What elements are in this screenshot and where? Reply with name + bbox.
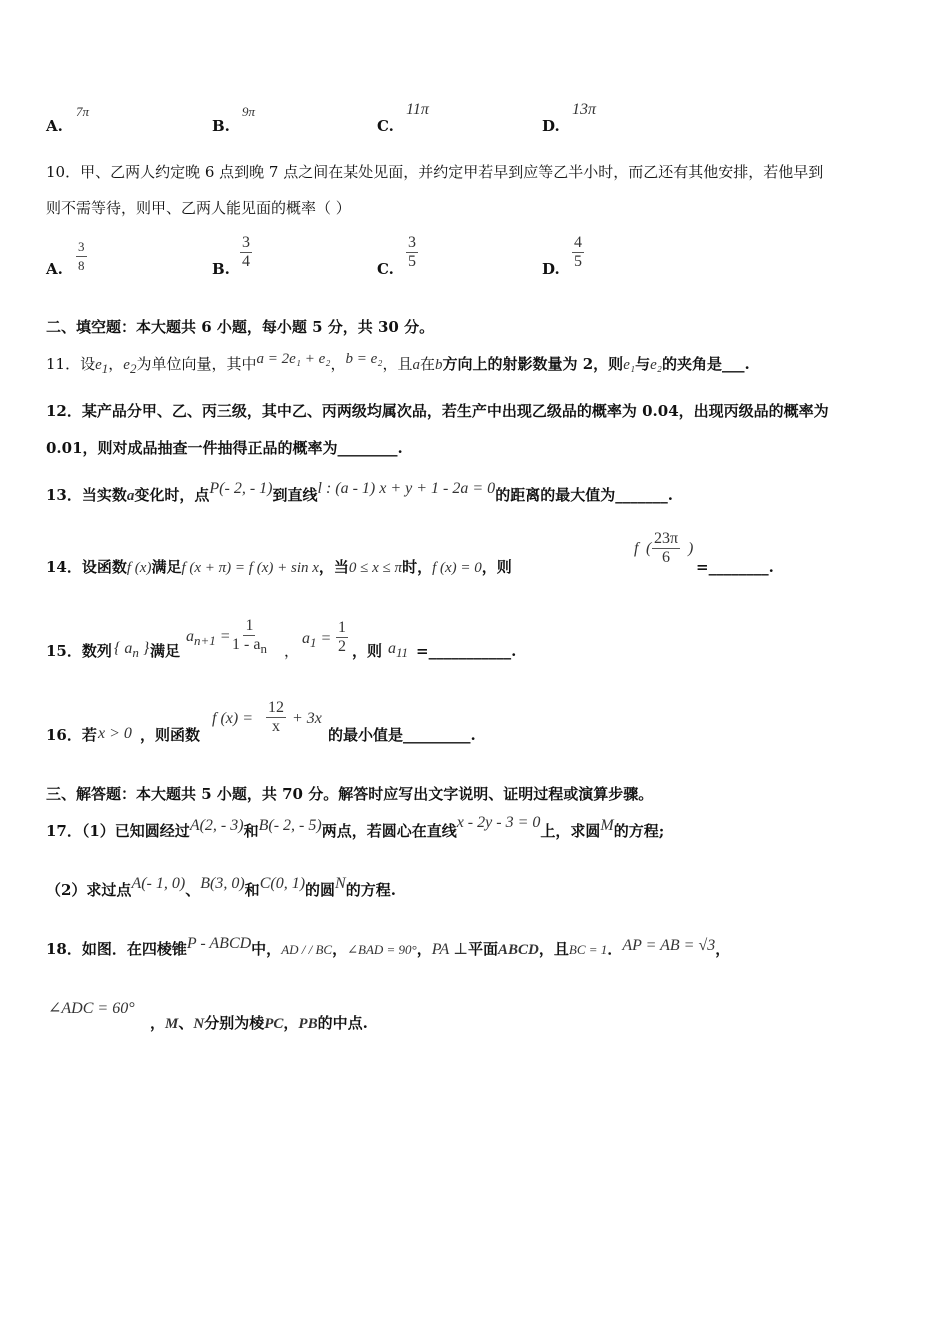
section2-title: 二、填空题：本大题共 6 小题，每小题 5 分，共 30 分。 bbox=[46, 318, 435, 336]
q14-fraction bbox=[652, 530, 680, 567]
q15-satisfy: 满足 bbox=[150, 642, 181, 660]
q15-lhs: $a_{n+1}$ = bbox=[186, 628, 231, 649]
q18-pb: PB bbox=[298, 1016, 318, 1032]
q17-point-b2: B(3, 0) bbox=[200, 875, 245, 892]
q10-a-numerator: 3 bbox=[76, 238, 87, 257]
q15-then: ，则 bbox=[352, 642, 383, 660]
q17-part1: 17．（1）已知圆经过A(2, - 3)和B(- 2, - 5)两点，若圆心在直线x - 2y - 3 = 0上，求圆M的方程; bbox=[46, 814, 665, 840]
q14-f: f bbox=[634, 540, 639, 557]
q18-bc: BC = 1 bbox=[568, 942, 608, 957]
q15-a1: $a_1$ = bbox=[302, 630, 332, 651]
q10-option-a-fraction bbox=[76, 238, 87, 275]
q11-line: 11．设$e_1$，$e_2$为单位向量，其中a = 2e₁ + e₂，b = e₂，且a在b方向上的射影数量为 2，则e₁与e₂的夹角是___. bbox=[46, 351, 750, 376]
q11-formula-b: b = e₂ bbox=[345, 351, 383, 367]
q16-prefix: 16．若 bbox=[46, 726, 97, 744]
q10-option-d-label: D. bbox=[542, 260, 560, 278]
q16-answer-blank: 的最小值是_________. bbox=[328, 726, 476, 744]
q16-fraction bbox=[266, 699, 286, 736]
q10-b-numerator: 3 bbox=[242, 234, 250, 251]
q16-func-text: ，则函数 bbox=[140, 726, 201, 744]
q14-fx-zero: f (x) = 0 bbox=[432, 560, 482, 576]
q10-option-d-fraction bbox=[572, 234, 584, 271]
q16-denominator: x bbox=[272, 718, 280, 735]
q17-part2: （2）求过点A(- 1, 0)、B(3, 0)和C(0, 1)的圆N的方程. bbox=[46, 875, 396, 899]
q17-point-c: C(0, 1) bbox=[259, 875, 306, 892]
section3-title: 三、解答题：本大题共 5 小题，共 70 分。解答时应写出文字说明、证明过程或演算步骤。 bbox=[46, 785, 654, 803]
q18-angle-bad: ∠BAD = 90° bbox=[347, 942, 417, 957]
q18-ap-ab: AP = AB = √3 bbox=[622, 937, 716, 954]
q11-vec-a: a bbox=[412, 357, 420, 373]
q10-option-b-fraction bbox=[240, 234, 252, 271]
q15-numerator: 1 bbox=[245, 617, 254, 634]
q17-circle-n: N bbox=[335, 875, 346, 892]
q13-line: 13．当实数a变化时，点P(- 2, - 1)到直线l : (a - 1) x + y + 1 - 2a = 0的距离的最大值为_______. bbox=[46, 480, 673, 504]
q15-comma: ， bbox=[284, 642, 300, 660]
q16-numerator: 12 bbox=[268, 699, 284, 716]
q14-equation: f (x + π) = f (x) + sin x bbox=[181, 560, 319, 576]
q11-e1-ref: e₁ bbox=[623, 357, 636, 373]
q14-paren-open: ( bbox=[646, 540, 652, 557]
q14-answer-blank: =________. bbox=[696, 558, 774, 576]
q17-circle-m: M bbox=[600, 817, 614, 834]
q10-text-line1: 10．甲、乙两人约定晚 6 点到晚 7 点之间在某处见面，并约定甲若早到应等乙半小时，而乙还有其他安排，若他早到 bbox=[46, 163, 824, 181]
q17-line: x - 2y - 3 = 0 bbox=[456, 814, 541, 831]
q13-line-l: l : (a - 1) x + y + 1 - 2a = 0 bbox=[317, 480, 496, 497]
q10-b-denominator: 4 bbox=[242, 253, 250, 270]
q15-prefix: 15．数列 bbox=[46, 642, 112, 660]
q18-pc: PC bbox=[264, 1016, 284, 1032]
q9-option-d-value: 13π bbox=[572, 101, 597, 118]
q14-range: 0 ≤ x ≤ π bbox=[348, 560, 403, 576]
q9-option-b-value: 9π bbox=[242, 104, 256, 119]
q9-option-a-label: A. bbox=[46, 117, 63, 135]
q11-vec-b: b bbox=[435, 357, 443, 373]
q18-m: M bbox=[165, 1016, 179, 1032]
q14-line: 14．设函数f (x)满足f (x + π) = f (x) + sin x，当0 ≤ x ≤ π时，f (x) = 0，则 bbox=[46, 558, 512, 576]
q10-d-denominator: 5 bbox=[574, 253, 582, 270]
q11-formula-a: a = 2e₁ + e₂ bbox=[256, 351, 331, 367]
q10-option-a-label: A. bbox=[46, 260, 63, 278]
q9-option-d-label: D. bbox=[542, 117, 560, 135]
q18-angle-adc: ∠ADC = 60° bbox=[48, 1000, 135, 1017]
q12-text-line1: 12．某产品分甲、乙、丙三级，其中乙、丙两级均属次品，若生产中出现乙级品的概率为 0.04，出现丙级品的概率为 bbox=[46, 402, 829, 420]
q14-denominator: 6 bbox=[662, 549, 671, 566]
q17-point-a2: A(- 1, 0) bbox=[131, 875, 186, 892]
q10-text-line2: 则不需等待，则甲、乙两人能见面的概率（ ） bbox=[46, 199, 351, 217]
q17-point-a: A(2, - 3) bbox=[189, 817, 244, 834]
q12-text-line2: 0.01，则对成品抽查一件抽得正品的概率为________. bbox=[46, 439, 403, 457]
q18-perp: PA ⊥ bbox=[431, 941, 469, 958]
q13-var-a: a bbox=[126, 488, 135, 504]
q15-fraction bbox=[232, 617, 267, 658]
q14-numerator: 23π bbox=[654, 530, 679, 547]
q18-line2: ，M、N分别为棱PC，PB的中点. bbox=[150, 1014, 368, 1032]
q10-d-numerator: 4 bbox=[574, 234, 582, 251]
q14-paren-close: ) bbox=[688, 540, 694, 557]
q10-option-c-label: C. bbox=[377, 260, 394, 278]
q11-e2-ref: e₂ bbox=[650, 357, 662, 373]
q9-option-c-label: C. bbox=[377, 117, 394, 135]
q15-answer-blank: =___________. bbox=[416, 642, 517, 660]
q15-a1-numerator: 1 bbox=[338, 619, 346, 636]
q16-fx: f (x) = bbox=[212, 710, 253, 727]
q10-c-numerator: 3 bbox=[408, 234, 416, 251]
q15-a11: $a_{11}$ bbox=[388, 640, 409, 661]
q10-a-denominator: 8 bbox=[78, 258, 85, 273]
q15-denominator: $1 - a_n$ bbox=[232, 636, 267, 657]
q13-point-p: P(- 2, - 1) bbox=[209, 480, 273, 497]
q18-line1: 18．如图．在四棱锥P - ABCD中，AD / / BC，∠BAD = 90°，PA ⊥平面ABCD，且BC = 1．AP = AB = √3， bbox=[46, 935, 731, 958]
q18-n: N bbox=[193, 1016, 205, 1032]
q15-a1-denominator: 2 bbox=[338, 638, 346, 655]
q18-plane: ABCD bbox=[498, 942, 539, 958]
q18-pyramid: P - ABCD bbox=[186, 935, 252, 952]
q14-fx: f (x) bbox=[126, 560, 152, 576]
q16-condition: x > 0 bbox=[98, 725, 132, 742]
q15-sequence: { $a_n$ } bbox=[114, 640, 150, 661]
q11-text: 11．设 bbox=[46, 355, 96, 373]
q10-option-b-label: B. bbox=[212, 260, 230, 278]
q17-point-b: B(- 2, - 5) bbox=[258, 817, 322, 834]
q9-option-b-label: B. bbox=[212, 117, 230, 135]
q9-option-c-value: 11π bbox=[406, 101, 429, 118]
q10-option-c-fraction bbox=[406, 234, 418, 271]
q11-e2: $e_2$ bbox=[123, 357, 137, 376]
q10-c-denominator: 5 bbox=[408, 253, 416, 270]
q15-fraction-a1 bbox=[336, 619, 348, 656]
q11-e1: $e_1$ bbox=[95, 357, 109, 376]
q18-parallel: AD / / BC bbox=[281, 942, 333, 957]
q9-option-a-value: 7π bbox=[76, 104, 90, 119]
q16-term: + 3x bbox=[292, 710, 322, 727]
